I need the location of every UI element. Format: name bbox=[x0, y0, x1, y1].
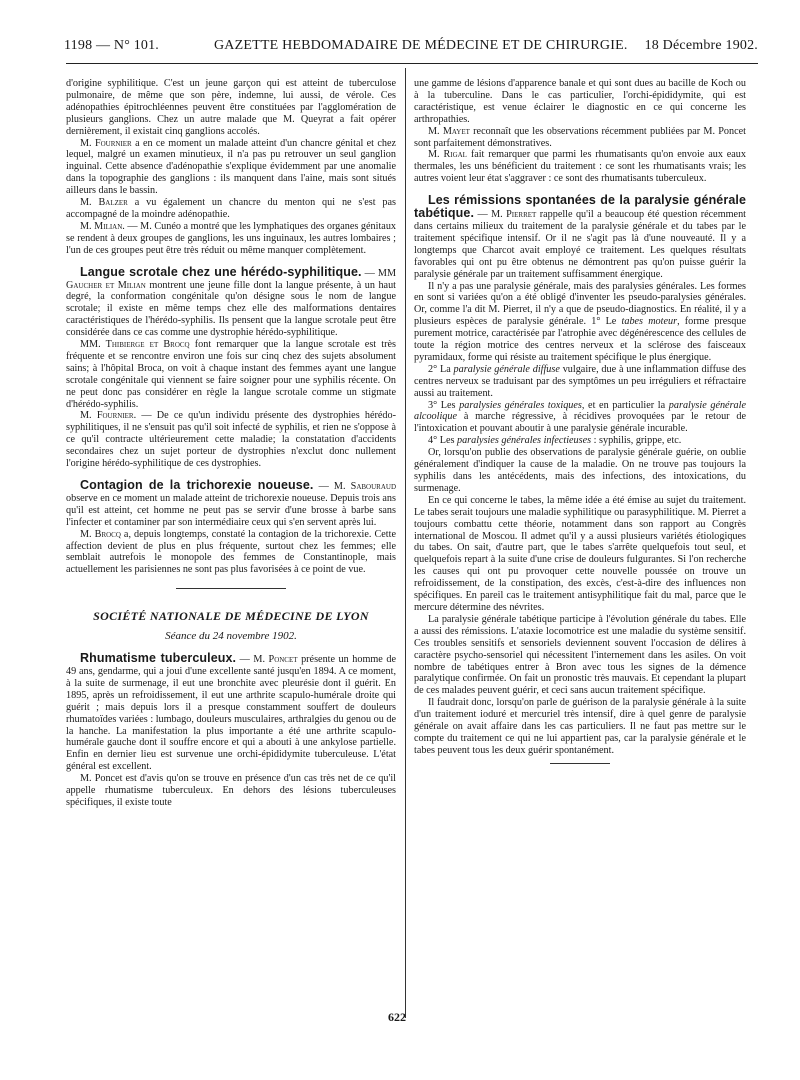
paragraph-text: 4° Les bbox=[428, 435, 457, 447]
speaker-name: — M. Poncet bbox=[239, 654, 298, 666]
section-paragraph bbox=[414, 195, 746, 280]
paragraph bbox=[414, 281, 746, 364]
section-paragraph bbox=[66, 480, 396, 529]
right-column bbox=[414, 78, 746, 958]
paragraph: d'origine syphilitique. C'est un jeune garçon qui est atteint de tuberculose pulmonaire, de même que son père, indemne, lui aussi, de vérole. Ces adénopathies épitrochléennes peuvent être constituées par l'agglomération de plusieurs ganglions. Chez un autre malade que M. Queyrat a fait opérer dernièrement, il existait cinq ganglions accolés. bbox=[66, 78, 396, 137]
emphasis: paralysies générales infectieuses bbox=[456, 435, 592, 447]
speaker-name: M. Fournier bbox=[80, 137, 132, 149]
speaker-name: M. Mayet bbox=[428, 125, 470, 137]
paragraph-text: . — De ce qu'un individu présente des dystrophies hérédo-syphilitiques, il ne s'ensuit pas qu'il soit infecté de syphilis, et rien ne s'oppose à ce qu'il contracte ultérieurement cette maladie; la constatation d'accidents secondaires chez un sujet porteur de dystrophies n'exclut donc nullement l'origine hérédo-syphilitique de ces dystrophies. bbox=[66, 410, 396, 470]
speaker-name: — M. Pierret bbox=[477, 209, 537, 221]
left-column bbox=[66, 78, 396, 958]
section-title: Contagion de la trichorexie noueuse. bbox=[80, 478, 314, 492]
end-rule bbox=[550, 763, 610, 764]
emphasis: paralysie générale diffuse bbox=[453, 363, 560, 375]
issue-number: 1198 — N° 101. bbox=[64, 38, 159, 53]
header-rule bbox=[66, 63, 758, 64]
paragraph bbox=[66, 410, 396, 470]
speaker-name: M. Balzer bbox=[80, 197, 128, 209]
paragraph-text: rappelle qu'il a beaucoup été question récemment dans certains milieux du traitement de la paralysie générale et du tabes par le traitement spécifique intensif. Or il ne s'agit pas là d'une nouveauté. Il y a longtemps que Charcot avait employé ce traitement. Les quelques résultats favorables qui ont pu être obtenus ne démontrent pas qu'on puisse guérir la paralysie générale par un traitement suffisamment énergique. bbox=[414, 209, 746, 280]
session-date: Séance du 24 novembre 1902. bbox=[165, 630, 297, 643]
paragraph bbox=[66, 339, 396, 410]
paragraph: La paralysie générale tabétique participe à l'évolution générale du tabes. Elle a aussi des rémissions. L'ataxie locomotrice est une maladie du système sensitif. Ces troubles sensitifs et sensoriels deviennent souvent l'occasion de délires à caractère psycho-sensoriel qui nécessitent l'internement dans les asiles. On voit nombre de tabétiques entrer à Bron avec tous les signes de la démence paralytique confirmée. On fait un pronostic très mauvais. Et cependant la plupart de ces malades peuvent guérir, et ceci sans aucun traitement spécifique. bbox=[414, 613, 746, 697]
running-header bbox=[64, 38, 758, 60]
paragraph bbox=[66, 221, 396, 257]
paragraph-text: observe en ce moment un malade atteint de trichorexie noueuse. Depuis trois ans qu'il est atteint, cet homme ne peut pas se servir d'une brosse à barbe sans l'infecter et contaminer par son intermédiaire ceux qui s'en servent après lui. bbox=[66, 492, 396, 528]
section-title: Rhumatisme tuberculeux. bbox=[80, 651, 237, 666]
emphasis: paralysies générales toxiques bbox=[459, 399, 582, 411]
paragraph-text: font remarquer que la langue scrotale est très fréquente et se rencontre environ une fois sur cinq chez des sujets absolument sains; à l'hôpital Broca, on voit à chaque instant des femmes ayant une langue scrotale congénitale qui viennent se faire soigner pour une syphilis récente. On ne peut donc pas considérer en règle la langue scrotale comme un stigmate d'hérédo-syphilis. bbox=[66, 339, 396, 410]
section-paragraph bbox=[66, 653, 396, 773]
speaker-name: — M. Sabouraud bbox=[318, 481, 396, 492]
paragraph-text: 3° Les bbox=[428, 399, 460, 411]
speaker-name: M. Milian. bbox=[80, 220, 125, 232]
journal-title: GAZETTE HEBDOMADAIRE DE MÉDECINE ET DE CHIRURGIE. bbox=[214, 38, 628, 53]
paragraph bbox=[66, 138, 396, 198]
paragraph-text: 2° La bbox=[428, 363, 454, 375]
emphasis: tabes moteur bbox=[621, 316, 678, 328]
paragraph bbox=[66, 529, 396, 577]
page-number: 622 bbox=[388, 1010, 406, 1024]
paragraph: Or, lorsqu'on publie des observations de paralysie générale guérie, on oublie généralement d'indiquer la cause de la maladie. On ne trouve pas toujours la syphilis dans les antécédents, mais des infections, des intoxications, du surmenage. bbox=[414, 447, 746, 494]
paragraph-text: présente un homme de 49 ans, gendarme, qui a joui d'une excellente santé jusqu'en 1894. A ce moment, à la suite de surmenage, il eut une bronchite avec pleurésie dont il guérit. En 1895, après un refroidissement, il eut une arthrite scapulo-humérale droite qui guérit ; mais depuis lors il a presque constamment souffert de douleurs rhumatoïdes variées : lumbago, douleurs musculaires, arthralgies du genou ou de la hanche. La manifestation la plus importante a été une arthrite scapulo-humérale gauche dont il souffre encore et qui a abouti à une ankylose partielle. Enfin en dernier lieu est survenue une orchi-épididymite tuberculeuse. L'état général est excellent. bbox=[66, 654, 396, 773]
paragraph bbox=[414, 364, 746, 400]
paragraph-text: à marche régressive, à récidives provoquées par le retour de l'intoxication et pouvant aboutir à une paralysie générale incurable. bbox=[414, 411, 746, 435]
section-title: Langue scrotale chez une hérédo-syphilitique. bbox=[80, 264, 362, 279]
section-rule bbox=[176, 588, 286, 589]
paragraph-text: montrent une jeune fille dont la langue présente, à un haut degré, la conformation congénitale qu'on désigne sous le nom de langue scrotale; il existe en même temps chez elle des malformations dentaires caractéristiques de l'hérédo-syphilis. Ils pensent que la langue scrotale peut être considérée dans ce cas comme une dystrophie hérédo-syphilitique. bbox=[66, 279, 396, 339]
paragraph-text: — M. Cunéo a montré que les lymphatiques des organes génitaux se rendent à deux groupes de ganglions, les uns inguinaux, les autres lombaires ; l'un de ces groupes peut être très réduit ou même manquer complètement. bbox=[66, 220, 396, 256]
paragraph bbox=[66, 197, 396, 221]
paragraph bbox=[414, 126, 746, 150]
paragraph-text: a vu également un chancre du menton qui ne s'est pas accompagné de la moindre adénopathie. bbox=[66, 197, 396, 220]
paragraph-text: reconnaît que les observations récemment publiées par M. Poncet sont parfaitement démonstratives. bbox=[414, 125, 746, 149]
society-heading: SOCIÉTÉ NATIONALE DE MÉDECINE DE LYON bbox=[93, 609, 369, 624]
section-paragraph bbox=[66, 264, 396, 339]
speaker-name: M. Rigal bbox=[428, 149, 467, 161]
speaker-name: MM. Thibierge et Brocq bbox=[80, 339, 190, 351]
paragraph-text: , et en particulier la bbox=[581, 399, 669, 411]
paragraph: M. Poncet est d'avis qu'on se trouve en présence d'un cas très net de ce qu'il appelle rhumatisme tuberculeux. En dehors des lésions tuberculeuses spécifiques, il existe toute bbox=[66, 773, 396, 808]
paragraph-text: vulgaire, due à une inflammation diffuse des centres nerveux se traduisant par des symptômes un peu irréguliers et réfractaire aussi au traitement. bbox=[414, 363, 746, 399]
paragraph-text: Il n'y a pas une paralysie générale, mais des paralysies générales. Les formes en sont si variées qu'on a été obligé d'inventer les pseudo-paralysies générales. Or, comme l'a dit M. Pierret, il n'y a que de pseudo-diagnostics. En réalité, il y a plusieurs espèces de paralysie générale. 1° Le bbox=[414, 280, 746, 328]
paragraph-text: , forme presque purement motrice, caractérisée par l'atrophie avec dégénérescence des cellules de toute la région motrice des centres nerveux et la sclérose des faisceaux pyramidaux, forme qui résiste au traitement spécifique le plus énergique. bbox=[414, 316, 746, 363]
speaker-name: M. Fournier bbox=[80, 410, 134, 422]
emphasis: paralysie générale alcoolique bbox=[414, 399, 746, 423]
speaker-name: — MM Gaucher et Milian bbox=[66, 267, 396, 291]
paragraph-text: a, depuis longtemps, constaté la contagion de la trichorexie. Cette affection devient de plus en plus fréquente, surtout chez les femmes; elle semblait autrefois le monopole des femmes de Constantinople, mais actuellement les parisiennes ne sont pas plus favorisées à ce point de vue. bbox=[66, 528, 396, 576]
speaker-name: M. Brocq bbox=[80, 528, 121, 540]
paragraph-text: a en ce moment un malade atteint d'un chancre génital et chez lequel, malgré un examen minutieux, il n'a pas pu retrouver un seul ganglion inguinal. Cette absence d'adénopathie s'explique évidemment par une anomalie dans la topographie des ganglions : ils manquent dans l'aine, mais sont situés ailleurs dans le bassin. bbox=[66, 137, 396, 197]
paragraph-text: fait remarquer que parmi les rhumatisants qu'on envoie aux eaux thermales, les uns bénéficient du traitement : ce sont les rhumatisants vrais; les autres voient leur état s'aggraver : ce sont des rhumatisants tuberculeux. bbox=[414, 149, 746, 185]
paragraph bbox=[414, 149, 746, 185]
section-title: Les rémissions spontanées de la paralysie générale tabétique. bbox=[414, 193, 746, 221]
issue-date: 18 Décembre 1902. bbox=[644, 38, 758, 53]
paragraph-text: : syphilis, grippe, etc. bbox=[591, 435, 682, 447]
paragraph: Il faudrait donc, lorsqu'on parle de guérison de la paralysie générale à la suite d'un traitement ioduré et mercuriel très intensif, dire à quel genre de paralysie générale on avait affaire dans les cas particuliers. Il ne faut pas mettre sur le compte du traitement ce qui ne lui appartient pas, car la paralysie générale et le tabes peuvent tous les deux guérir spontanément. bbox=[414, 697, 746, 756]
paragraph: une gamme de lésions d'apparence banale et qui sont dues au bacille de Koch ou à la tuberculine. Dans le cas particulier, l'orchi-épididymite, qui est caractéristique, est venue éclairer le diagnostic en ce qui concerne les arthropathies. bbox=[414, 78, 746, 125]
column-divider bbox=[405, 68, 406, 1018]
paragraph: En ce qui concerne le tabes, la même idée a été émise au sujet du traitement. Le tabes serait toujours une maladie syphilitique ou parasyphilitique. M. Pierret a toujours combattu cette théorie, notamment dans son rapport au Congrès international de Moscou. Il admet qu'il y a aussi plusieurs variétés étiologiques du tabes. On sait, d'autre part, que le tabes s'arrête quelquefois tout seul, et quelquefois repart à la suite d'une crise de douleurs fulgurantes. Si l'on recherche les causes qui ont pu provoquer cette nouvelle poussée on trouve un refroidissement, de la constipation, des excès, c'est-à-dire des influences non spécifiques. En pareil cas le traitement antisyphilitique fait du mal, parce que le mercure détermine des névrites. bbox=[414, 494, 746, 613]
paragraph bbox=[414, 435, 746, 447]
paragraph bbox=[414, 400, 746, 436]
